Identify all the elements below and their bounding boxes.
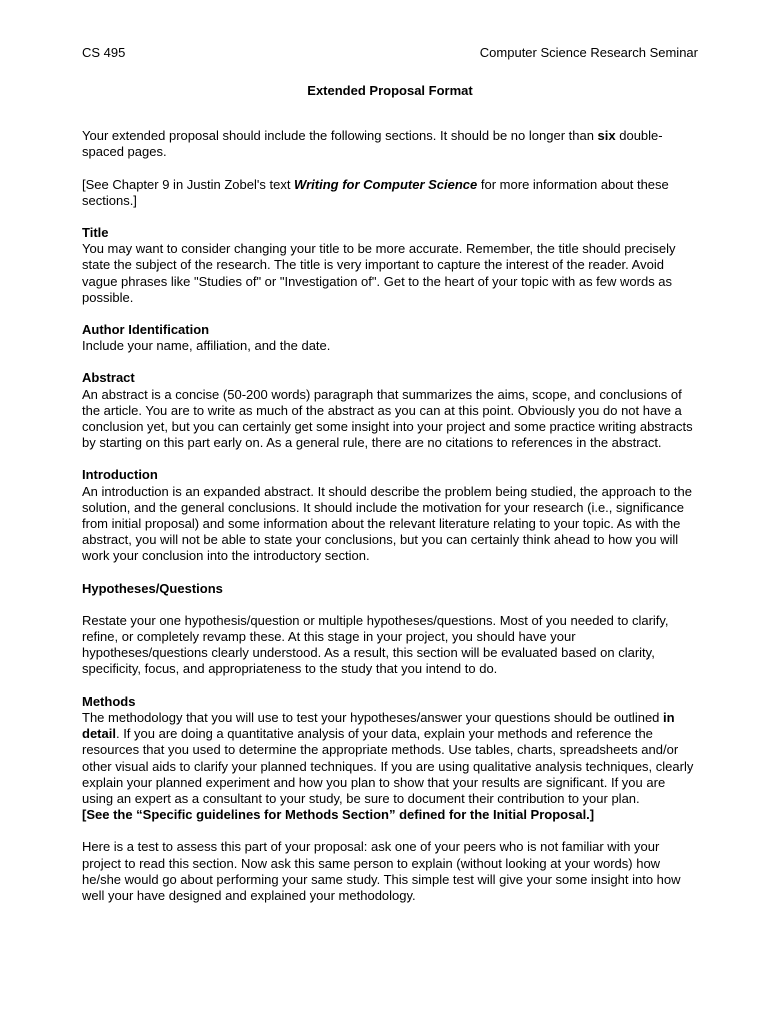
methods-test-paragraph: Here is a test to assess this part of your proposal: ask one of your peers who is not familiar with your project to read this section. Now ask this same person to explain (without looking at your words) how he/she would go about performing your same study. This simple test will give your some insight into how well your have designed and explained your methodology. (82, 839, 681, 903)
section-heading-title: Title (82, 225, 109, 241)
reference-note (82, 177, 698, 209)
section-heading-methods: Methods (82, 693, 136, 709)
section-body-methods (82, 710, 698, 823)
methods-text: The methodology that you will use to test your hypotheses/answer your questions should be outlined (82, 709, 664, 725)
section-heading-abstract: Abstract (82, 370, 135, 386)
section-heading-hypotheses: Hypotheses/Questions (82, 580, 223, 596)
intro-text-end: double-spaced pages. (82, 128, 663, 160)
section-heading-introduction: Introduction (82, 467, 158, 483)
section-body-introduction: An introduction is an expanded abstract. It should describe the problem being studied, the approach to the solution, and the general conclusions. It should include the motivation for your research (i.e., significance from initial proposal) and some information about the relevant literature relating to your topic. As with the abstract, you will not be able to state your conclusions, but you can certainly think ahead to how you will work your conclusion into the introductory section. (82, 483, 692, 564)
section-body-title: You may want to consider changing your title to be more accurate. Remember, the title should precisely state the subject of the research. The title is very important to capture the interest of the reader. Avoid vague phrases like "Studies of" or "Investigation of". Get to the heart of your topic with as few words as possible. (82, 241, 676, 305)
page-header (82, 45, 698, 61)
book-title: Writing for Computer Science (294, 176, 478, 192)
intro-text: Your extended proposal should include the following sections. It should be no longer than (82, 128, 598, 144)
methods-bold-text: in detail (82, 709, 675, 742)
section-heading-author: Author Identification (82, 322, 210, 338)
intro-paragraph (82, 128, 698, 160)
methods-guidelines-note: [See the “Specific guidelines for Methods Section” defined for the Initial Proposal.] (82, 807, 595, 823)
course-code: CS 495 (82, 45, 126, 60)
section-body-abstract: An abstract is a concise (50-200 words) paragraph that summarizes the aims, scope, and conclusions of the article. You are to write as much of the abstract as you can at this point. Obviously you do not have a conclusion yet, but you can certainly get some insight into your project and some practice writing abstracts by starting on this part early on. As a general rule, there are no citations to references in the abstract. (82, 386, 693, 451)
section-body-hypotheses: Restate your one hypothesis/question or multiple hypotheses/questions. Most of you needed to clarify, refine, or completely revamp these. At this stage in your project, you should have your hypotheses/questions clearly understood. As a result, this section will be evaluated based on clarity, specificity, focus, and appropriateness to the study that you intend to do. (82, 612, 669, 677)
document-title: Extended Proposal Format (307, 83, 473, 98)
intro-bold-text: six (597, 128, 616, 144)
document-page (82, 45, 698, 904)
course-title: Computer Science Research Seminar (479, 45, 698, 60)
note-text: [See Chapter 9 in Justin Zobel's text (82, 176, 295, 192)
methods-text-end: . If you are doing a quantitative analysis of your data, explain your methods and reference the resources that you used to determine the appropriate methods. Use tables, charts, spreadsheets and/or other visual aids to clarify your planned techniques. If you are using qualitative analysis techniques, clearly explain your planned experiment and how you plan to show that your results are significant. If you are using an expert as a consultant to your study, be sure to document their contribution to your plan. (82, 726, 694, 806)
section-body-author: Include your name, affiliation, and the date. (82, 338, 331, 354)
note-text-end: for more information about these sections.] (82, 176, 669, 208)
